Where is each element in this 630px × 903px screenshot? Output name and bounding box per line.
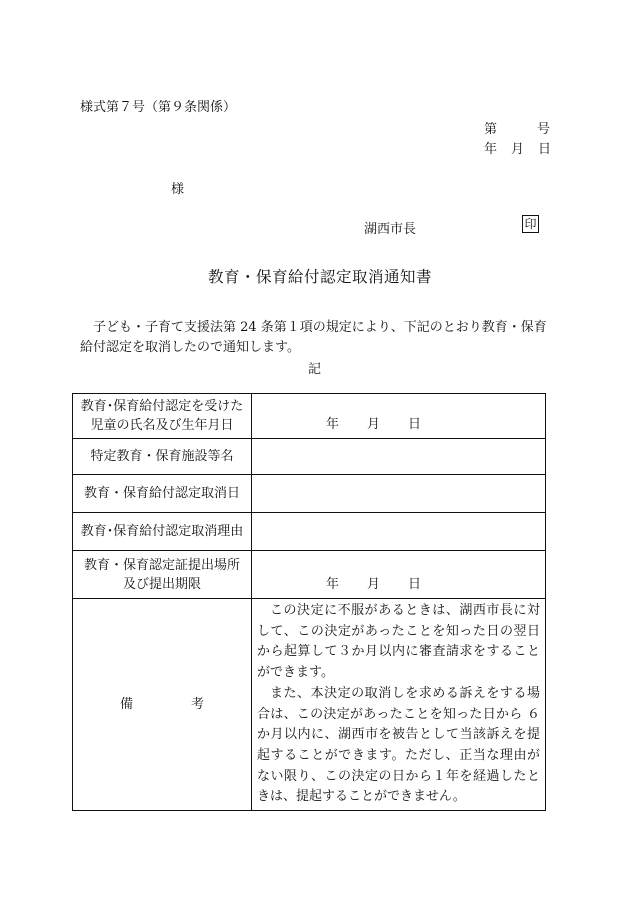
value-cancel-date <box>252 475 546 513</box>
body-text <box>80 318 560 358</box>
issuer-name: 湖西市長 <box>364 222 417 237</box>
date-day: 日 <box>538 142 552 157</box>
recipient-suffix: 様 <box>171 182 185 197</box>
slot-day: 日 <box>408 577 422 592</box>
label-cancel-date: 教育・保育給付認定取消日 <box>73 475 252 513</box>
label-remarks <box>73 599 252 811</box>
date-year: 年 <box>484 142 498 157</box>
value-cancel-reason <box>252 513 546 551</box>
label-line: 教育・保育認定証提出場所 <box>83 557 240 573</box>
label-line: 及び提出期限 <box>122 576 201 592</box>
label-facility: 特定教育・保育施設等名 <box>73 439 252 475</box>
doc-number-prefix: 第 <box>484 122 498 137</box>
table-row-child <box>73 394 546 439</box>
birth-date-slot <box>326 413 421 432</box>
label-line: 教育･保育給付認定を受けた <box>80 399 244 414</box>
slot-year: 年 <box>326 417 340 432</box>
slot-year: 年 <box>326 577 340 592</box>
form-number: 様式第７号（第９条関係） <box>80 100 237 115</box>
document-number-line <box>484 118 550 137</box>
date-month: 月 <box>511 142 525 157</box>
table-row-remarks <box>73 599 546 811</box>
notice-table <box>72 393 546 811</box>
label-child-name-birth <box>73 394 252 439</box>
remarks-text <box>252 599 546 811</box>
remarks-label-left: 備 <box>119 697 133 713</box>
slot-month: 月 <box>367 417 381 432</box>
issue-date-line <box>484 138 551 157</box>
remarks-label-right: 考 <box>191 697 205 713</box>
table-row-facility <box>73 439 546 475</box>
body-line-1: 子ども・子育て支援法第 24 条第１項の規定により、下記のとおり教育・保育 <box>93 320 547 335</box>
slot-month: 月 <box>367 577 381 592</box>
label-line: 児童の氏名及び生年月日 <box>90 418 234 433</box>
remarks-paragraph-2: また、本決定の取消しを求める訴えをする場合は、この決定があったことを知った日から ６か月以内に、湖西市を被告として当該訴えを提起することができます。ただし、正当な理由がない限り、この決定の日から１年を経過したときは、提起することができません。 <box>257 685 540 805</box>
ki-heading: 記 <box>308 362 322 377</box>
value-submission <box>252 551 546 599</box>
table-row-cancel-date <box>73 475 546 513</box>
table-row-cancel-reason <box>73 513 546 551</box>
seal-mark: 印 <box>522 215 539 233</box>
body-line-2: 給付認定を取消したので通知します。 <box>80 340 300 355</box>
table-row-submission <box>73 551 546 599</box>
doc-number-suffix: 号 <box>537 122 551 137</box>
submission-date-slot <box>326 573 421 592</box>
label-cancel-reason: 教育･保育給付認定取消理由 <box>73 513 252 551</box>
value-facility <box>252 439 546 475</box>
label-submission <box>73 551 252 599</box>
remarks-paragraph-1: この決定に不服があるときは、湖西市長に対して、この決定があったことを知った日の翌日から起算して３か月以内に審査請求をすることができます。 <box>257 603 540 681</box>
value-child-name-birth <box>252 394 546 439</box>
slot-day: 日 <box>408 417 422 432</box>
document-title: 教育・保育給付認定取消通知書 <box>208 268 433 286</box>
